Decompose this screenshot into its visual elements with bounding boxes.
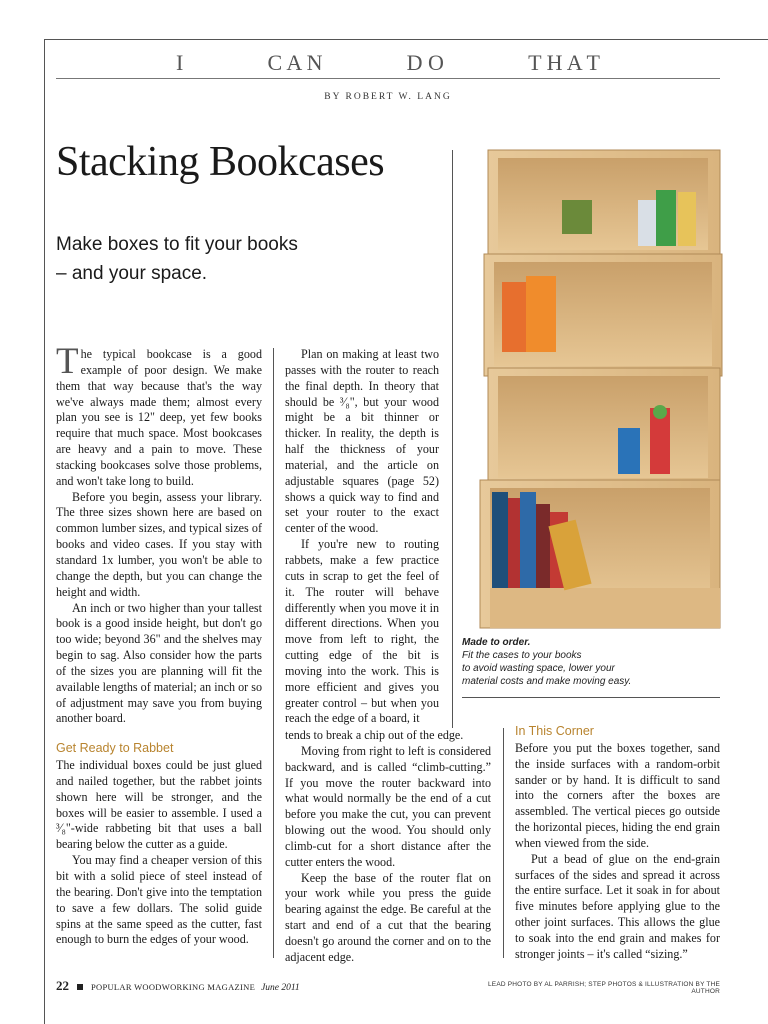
photo-credits: LEAD PHOTO BY AL PARRISH; STEP PHOTOS & ILLUSTRATION BY THE AUTHOR bbox=[487, 981, 720, 995]
department-word-1: I bbox=[176, 50, 184, 75]
article-column-1 bbox=[56, 341, 262, 948]
caption-title: Made to order. bbox=[462, 637, 531, 648]
paragraph bbox=[56, 341, 262, 490]
paragraph: Keep the base of the router flat on your work while you press the guide bearing against the edge. Be careful at the start and end of a cut that the bearing doesn't go around the corner and on to the adjacent edge. bbox=[285, 870, 491, 964]
department-rule bbox=[56, 78, 720, 79]
article-column-3 bbox=[515, 724, 720, 963]
stacking-toy bbox=[618, 428, 640, 474]
toy-tin bbox=[656, 190, 676, 246]
page-border-left bbox=[44, 39, 45, 1024]
paragraph: An inch or two higher than your tallest book is a good inside height, but don't go too wide; beyond 36" and the shelves may begin to sag. Also consider how the parts of the sizes you are planning will fit the available lengths of material; an inch or so of adjustment may save you from buying another board. bbox=[56, 600, 262, 726]
second-box bbox=[484, 254, 722, 376]
paragraph: If you're new to routing rabbets, make a few practice cuts in scrap to get the feel of it. The router will behave differently when you move it in different directions. When you move from left to right, the cutting edge of the bit is moving into the work. This is more efficient and gives you greater control – but when you reach the edge of a board, it bbox=[285, 537, 439, 726]
paragraph: Plan on making at least two passes with the router to reach the final depth. In theory that should be ³⁄₈", but your wood might be a bit thinner or thicker. In reality, the depth is half the thickness of your material, and the article on adjustable squares (page 52) shows a quick way to find and set your router to the exact center of the wood. bbox=[285, 347, 439, 536]
caption-line: Fit the cases to your books bbox=[462, 650, 582, 661]
top-box bbox=[488, 150, 720, 260]
page-footer bbox=[56, 978, 300, 994]
book bbox=[508, 498, 520, 588]
caption-rule bbox=[462, 697, 720, 698]
book bbox=[520, 492, 536, 588]
bookcase-photo bbox=[462, 142, 730, 632]
page-border-top bbox=[44, 39, 768, 40]
paragraph: The individual boxes could be just glued and nailed together, but the rabbet joints shown here will be stronger, and the boxes will be easier to assemble. I used a ³⁄₈"-wide rabbeting bit that uses a ball bearing below the cutter as a guide. bbox=[56, 758, 262, 852]
magazine-name: POPULAR WOODWORKING MAGAZINE bbox=[91, 982, 256, 992]
caption-line: to avoid wasting space, lower your bbox=[462, 663, 615, 674]
paragraph: Before you put the boxes together, sand the inside surfaces with a random-orbit sander or by hand. It is difficult to sand into the corners after the boxes are assembled. The vertical pieces go outside the horizontal pieces, hiding the end grain when viewed from the side. bbox=[515, 740, 720, 850]
article-column-2-continued bbox=[285, 728, 491, 966]
paragraph: Put a bead of glue on the end-grain surfaces of the sides and spread it across the entire surface. Let it soak in for about five minutes before applying glue to the other joint surfaces. This allows the glue to soak into the end grain and makes for stronger joints – it's called “sizing.” bbox=[515, 851, 720, 961]
caption-line: material costs and make moving easy. bbox=[462, 676, 632, 687]
paragraph-text: he typical bookcase is a good example of poor design. We make them that way because that's the way we've always made them; almost every plan you see is 12" deep, yet few books require that much space. Most bookcases are heavy and a pain to move. These stacking bookcases solve those problems, and won't take long to build. bbox=[56, 347, 262, 488]
subtitle-line-2: – and your space. bbox=[56, 263, 208, 284]
department-word-2: C A N bbox=[267, 50, 323, 75]
paragraph: Moving from right to left is considered backward, and is called “climb-cutting.” If you move the router backward into what would normally be the end of a cut before you make the cut, you can prevent blowing out the wood. You should only climb-cut for a short distance after the cutter enters the wood. bbox=[285, 743, 491, 869]
toy-boxes bbox=[526, 276, 556, 352]
third-box bbox=[488, 368, 720, 488]
paragraph: You may find a cheaper version of this bit with a solid piece of steel instead of the bearing. Don't give into the temptation to save a few dollars. The solid guide spins at the same speed as the cutter, fast enough to burn the edges of your wood. bbox=[56, 853, 262, 947]
section-heading: In This Corner bbox=[515, 724, 594, 738]
column-divider-3 bbox=[503, 728, 504, 958]
department-word-3: D O bbox=[406, 50, 444, 75]
article-column-2 bbox=[285, 347, 439, 727]
article-subtitle bbox=[56, 230, 356, 288]
byline: BY ROBERT W. LANG bbox=[324, 92, 452, 102]
photo-caption bbox=[462, 636, 720, 688]
bottom-box bbox=[480, 480, 720, 628]
footer-square-icon bbox=[77, 984, 83, 990]
toy-tin bbox=[638, 200, 656, 246]
toy-chair bbox=[562, 200, 592, 234]
book bbox=[492, 492, 508, 588]
subtitle-line-1: Make boxes to fit your books bbox=[56, 234, 298, 255]
column-divider-1 bbox=[273, 348, 274, 958]
department-word-4: T H A T bbox=[528, 50, 600, 75]
book bbox=[536, 504, 550, 588]
section-heading: Get Ready to Rabbet bbox=[56, 741, 174, 756]
issue-date: June 2011 bbox=[261, 983, 300, 993]
paragraph: Before you begin, assess your library. The three sizes shown here are based on common lumber sizes, and typical sizes of books and video cases. If you stay with standard 1x lumber, you won't be able to change the depth, but you can change the height and width. bbox=[56, 489, 262, 599]
page-number: 22 bbox=[56, 978, 69, 993]
column-divider-2 bbox=[452, 150, 453, 728]
drop-cap: T bbox=[56, 341, 79, 382]
department-header bbox=[56, 50, 720, 76]
article-title: Stacking Bookcases bbox=[56, 139, 385, 185]
paragraph: tends to break a chip out of the edge. bbox=[285, 728, 464, 742]
toy-tin bbox=[678, 192, 696, 246]
